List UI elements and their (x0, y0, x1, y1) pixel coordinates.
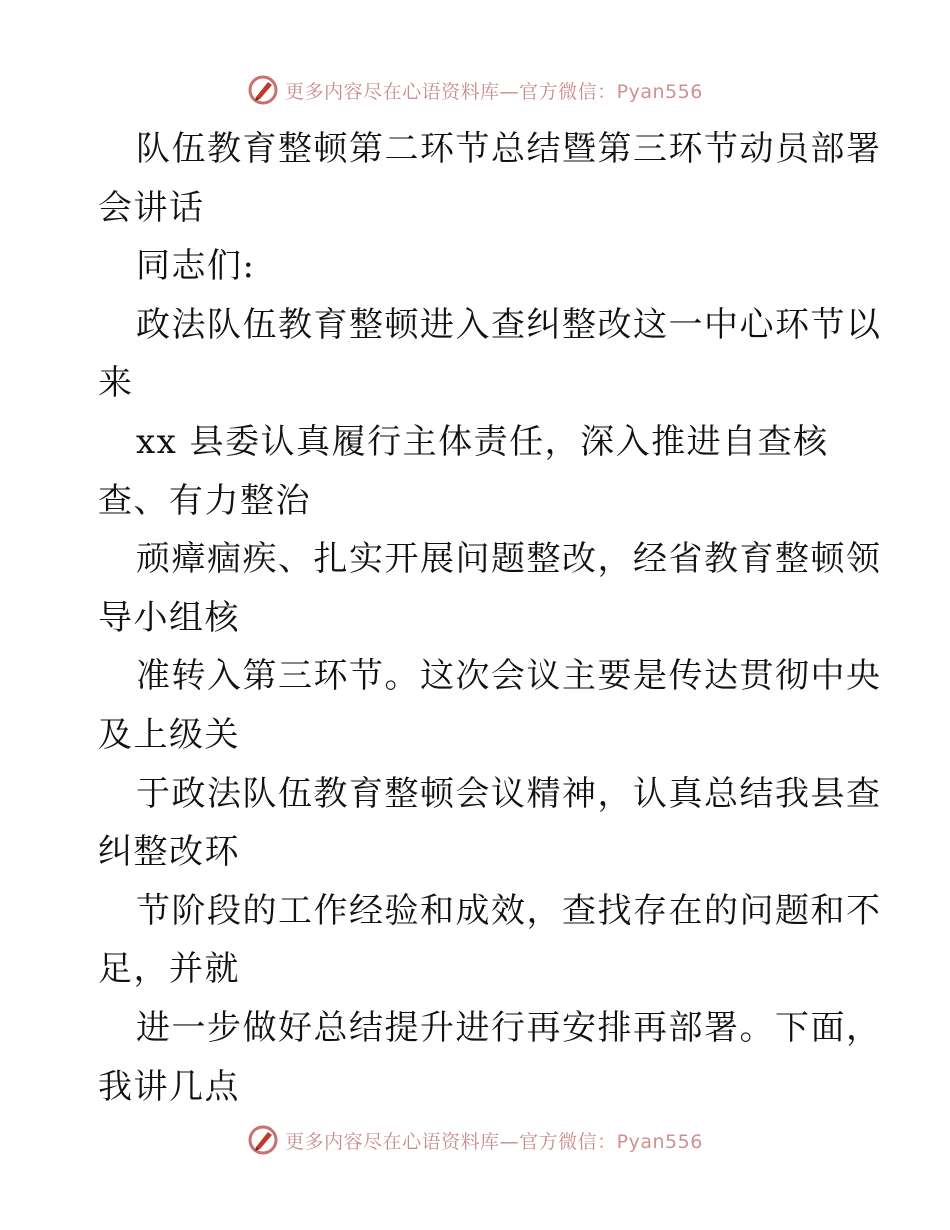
text-line: 节阶段的工作经验和成效，查找存在的问题和不 (136, 890, 882, 931)
text-line: 于政法队伍教育整顿会议精神，认真总结我县查 (136, 773, 882, 814)
text-line: 来 (98, 363, 134, 404)
text-line: 顽瘴痼疾、扎实开展问题整改，经省教育整顿领 (136, 539, 882, 580)
watermark-text: 更多内容尽在心语资料库—官方微信：Pyan556 (285, 1130, 703, 1153)
wechat-id: Pyan556 (616, 80, 703, 103)
text-line: 导小组核 (98, 597, 240, 638)
text-line: 足，并就 (98, 949, 240, 990)
text-line: 及上级关 (98, 714, 240, 755)
text-line: 政法队伍教育整顿进入查纠整改这一中心环节以 (136, 304, 882, 345)
text-line: 准转入第三环节。这次会议主要是传达贯彻中央 (136, 656, 882, 697)
text-line: 我讲几点 (98, 1066, 240, 1107)
text-line: 会讲话 (98, 187, 205, 228)
pen-logo-icon (247, 1124, 279, 1156)
text-line: 查、有力整治 (98, 480, 311, 521)
watermark-header (0, 70, 950, 110)
document-body (98, 120, 882, 1116)
watermark-text: 更多内容尽在心语资料库—官方微信：Pyan556 (285, 80, 703, 103)
text-line: 队伍教育整顿第二环节总结暨第三环节动员部署 (136, 129, 882, 169)
watermark-footer (0, 1120, 950, 1160)
text-line: 纠整改环 (98, 832, 240, 873)
text-line: 进一步做好总结提升进行再安排再部署。下面， (136, 1007, 882, 1048)
text-line: 同志们: (136, 246, 256, 287)
wechat-id: Pyan556 (616, 1130, 703, 1153)
text-line: xx 县委认真履行主体责任，深入推进自查核 (136, 421, 829, 462)
pen-logo-icon (247, 74, 279, 106)
